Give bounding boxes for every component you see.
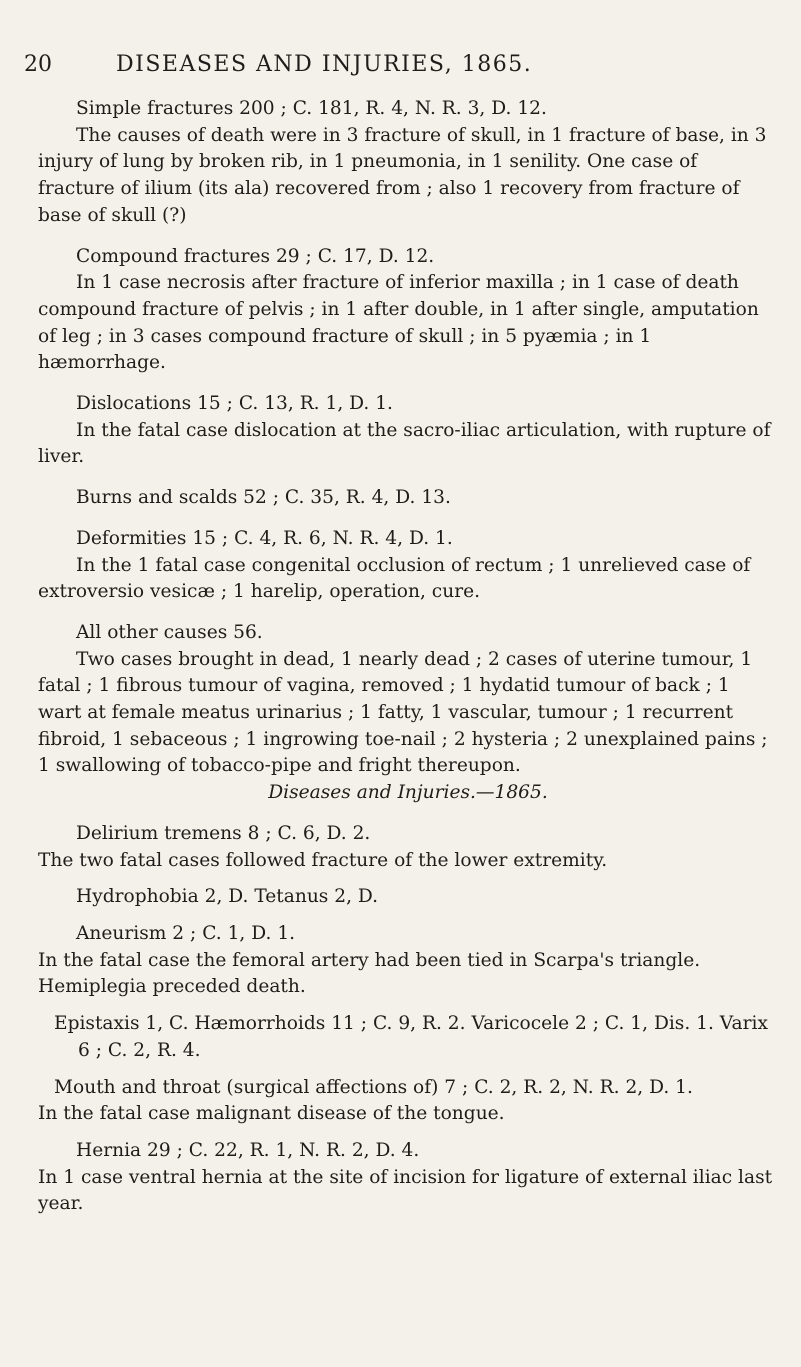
paragraph-hernia: Hernia 29 ; C. 22, R. 1, N. R. 2, D. 4. [76, 1139, 420, 1161]
paragraph-deformities-detail: In the 1 fatal case congenital occlusion of rectum ; 1 unrelieved case of extroversio vesicæ ; 1 harelip, operation, cure. [38, 554, 751, 603]
paragraph-other-causes-detail: Two cases brought in dead, 1 nearly dead ; 2 cases of uterine tumour, 1 fatal ; 1 fibrous tumour of vagina, removed ; 1 hydatid tumour of back ; 1 wart at female meatus urinarius ; 1 fatty, 1 vascular, tumour ; 1 recurrent fibroid, 1 sebaceous ; 1 ingrowing toe-nail ; 2 hysteria ; 2 unexplained pains ; 1 swallowing of tobacco-pipe and fright thereupon. [38, 648, 768, 777]
paragraph-mouth-throat: Mouth and throat (surgical affections of) 7 ; C. 2, R. 2, N. R. 2, D. 1. [54, 1076, 693, 1098]
page-number: 20 [24, 52, 52, 77]
paragraph-compound-fractures-detail: In 1 case necrosis after fracture of inferior maxilla ; in 1 case of death compound fracture of pelvis ; in 1 after double, in 1 after single, amputation of leg ; in 3 cases compound fracture of skull ; in 5 pyæmia ; in 1 hæmorrhage. [38, 272, 759, 374]
paragraph-mouth-throat-detail: In the fatal case malignant disease of the tongue. [38, 1103, 505, 1125]
paragraph-aneurism: Aneurism 2 ; C. 1, D. 1. [76, 922, 296, 944]
paragraph-delirium-detail: The two fatal cases followed fracture of the lower extremity. [38, 849, 608, 871]
paragraph-deformities: Deformities 15 ; C. 4, R. 6, N. R. 4, D. 1. [76, 527, 453, 549]
running-title: DISEASES AND INJURIES, 1865. [116, 52, 533, 77]
paragraph-delirium-tremens: Delirium tremens 8 ; C. 6, D. 2. [76, 822, 371, 844]
paragraph-other-causes: All other causes 56. [76, 621, 263, 643]
section-title: Diseases and Injuries.—1865. [268, 782, 548, 804]
paragraph-dislocations: Dislocations 15 ; C. 13, R. 1, D. 1. [76, 393, 393, 415]
paragraph-simple-fractures: Simple fractures 200 ; C. 181, R. 4, N. R. 3, D. 12. [76, 98, 547, 119]
paragraph-dislocations-detail: In the fatal case dislocation at the sacro-iliac articulation, with rupture of liver. [38, 419, 771, 468]
page-body [38, 96, 778, 1218]
paragraph-aneurism-detail: In the fatal case the femoral artery had been tied in Scarpa's triangle. Hemiplegia preceded death. [38, 949, 701, 998]
paragraph-burns-scalds: Burns and scalds 52 ; C. 35, R. 4, D. 13. [76, 487, 451, 509]
page-header [24, 52, 784, 82]
paragraph-hernia-detail: In 1 case ventral hernia at the site of incision for ligature of external iliac last year. [38, 1166, 773, 1215]
paragraph-epistaxis: Epistaxis 1, C. Hæmorrhoids 11 ; C. 9, R. 2. Varicocele 2 ; C. 1, Dis. 1. Varix 6 ; C. 2, R. 4. [54, 1013, 768, 1061]
paragraph-simple-fractures-causes: The causes of death were in 3 fracture of skull, in 1 fracture of base, in 3 injury of lung by broken rib, in 1 pneumonia, in 1 senility. One case of fracture of ilium (its ala) recovered from ; also 1 recovery from fracture of base of skull (?) [38, 124, 767, 226]
paragraph-compound-fractures: Compound fractures 29 ; C. 17, D. 12. [76, 245, 435, 267]
paragraph-hydrophobia: Hydrophobia 2, D. Tetanus 2, D. [76, 886, 379, 908]
